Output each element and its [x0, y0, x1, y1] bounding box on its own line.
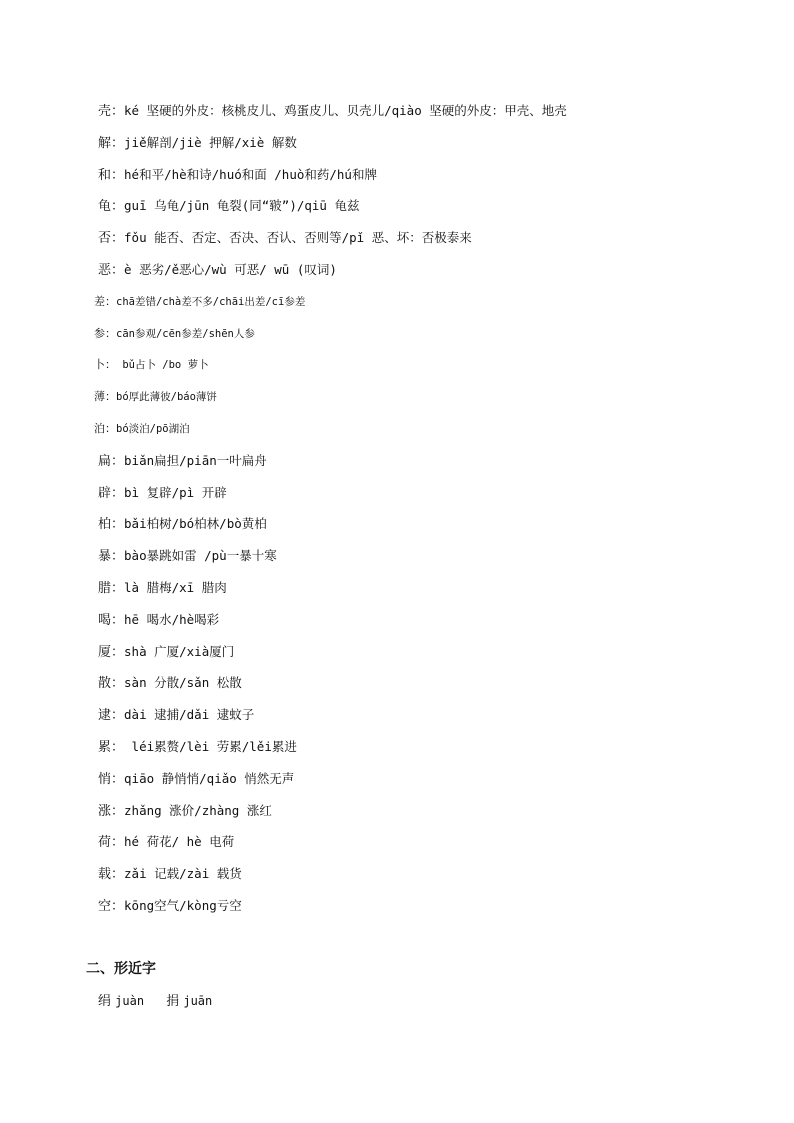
entry-readings: sàn 分散/sǎn 松散 [124, 675, 242, 691]
entry-readings: jiě解剖/jiè 押解/xiè 解数 [124, 134, 297, 150]
entry-readings: dài 逮捕/dǎi 逮蚊子 [124, 707, 255, 723]
polyphonic-entry [0, 193, 794, 225]
entry-character: 卜： [94, 358, 116, 372]
polyphonic-entry [0, 893, 794, 925]
polyphonic-entry [0, 448, 794, 480]
entry-readings: fǒu 能否、否定、否决、否认、否则等/pǐ 恶、坏：否极泰来 [124, 230, 472, 246]
entry-character: 载： [98, 867, 125, 883]
entry-readings: bó厚此薄彼/báo薄饼 [116, 391, 217, 404]
polyphonic-entry [0, 352, 794, 384]
entry-readings: bó淡泊/pō湖泊 [116, 422, 190, 435]
entry-readings: bǔ占卜 /bo 萝卜 [116, 359, 209, 372]
polyphonic-entry [0, 829, 794, 861]
polyphonic-entry [0, 766, 794, 798]
entry-readings: là 腊梅/xī 腊肉 [124, 579, 227, 595]
polyphonic-list [0, 98, 794, 925]
polyphonic-entry [0, 798, 794, 830]
entry-character: 差： [94, 294, 116, 308]
entry-character: 壳： [98, 104, 125, 119]
entry-character: 和： [98, 167, 125, 183]
polyphonic-entry [0, 670, 794, 702]
similar-char: 捐 [166, 994, 180, 1009]
entry-readings: biǎn扁担/piān一叶扁舟 [124, 452, 267, 468]
similar-char-pinyin: juān [183, 994, 213, 1008]
entry-readings: kōng空气/kòng亏空 [124, 897, 242, 913]
entry-character: 柏： [98, 517, 125, 533]
polyphonic-entry [0, 607, 794, 639]
polyphonic-entry [0, 98, 794, 130]
entry-readings: zhǎng 涨价/zhàng 涨红 [124, 802, 272, 818]
entry-readings: qiāo 静悄悄/qiǎo 悄然无声 [124, 770, 295, 786]
entry-readings: chā差错/chà差不多/chāi出差/cī参差 [116, 295, 306, 308]
polyphonic-entry [0, 257, 794, 289]
polyphonic-entry [0, 321, 794, 353]
polyphonic-entry [0, 289, 794, 321]
entry-readings: shà 广厦/xià厦门 [124, 643, 235, 659]
entry-readings: ké 坚硬的外皮：核桃皮儿、鸡蛋皮儿、贝壳儿/qiào 坚硬的外皮：甲壳、地壳 [124, 103, 567, 118]
entry-character: 腊： [98, 580, 125, 596]
entry-character: 散： [98, 676, 125, 692]
similar-chars-line [98, 990, 230, 1009]
entry-readings: hē 喝水/hè喝彩 [124, 611, 220, 627]
polyphonic-entry [0, 734, 794, 766]
polyphonic-entry [0, 416, 794, 448]
entry-character: 薄： [94, 390, 116, 404]
entry-readings: bì 复辟/pì 开辟 [124, 484, 227, 500]
similar-char-pair [166, 994, 212, 1009]
entry-character: 恶： [98, 262, 125, 278]
entry-readings: è 恶劣/ě恶心/wù 可恶/ wū (叹词) [124, 261, 337, 277]
entry-character: 厦： [98, 644, 125, 660]
entry-character: 荷： [98, 835, 125, 851]
entry-character: 空： [98, 898, 125, 914]
polyphonic-entry [0, 575, 794, 607]
polyphonic-entry [0, 861, 794, 893]
entry-character: 累： [98, 739, 125, 755]
entry-readings: cān参观/cēn参差/shēn人参 [116, 327, 255, 340]
polyphonic-entry [0, 543, 794, 575]
entry-character: 否： [98, 231, 125, 247]
section-title: 二、形近字 [86, 961, 156, 977]
similar-char: 绢 [98, 994, 112, 1009]
entry-readings: léi累赘/lèi 劳累/lěi累进 [124, 738, 297, 754]
polyphonic-entry [0, 511, 794, 543]
polyphonic-entry [0, 639, 794, 671]
polyphonic-entry [0, 130, 794, 162]
entry-character: 暴： [98, 549, 125, 565]
entry-character: 泊： [94, 421, 116, 435]
entry-character: 解： [98, 135, 125, 151]
entry-character: 悄： [98, 771, 125, 787]
polyphonic-entry [0, 384, 794, 416]
polyphonic-entry [0, 162, 794, 194]
entry-readings: hé 荷花/ hè 电荷 [124, 834, 235, 850]
entry-readings: hé和平/hè和诗/huó和面 /huò和药/hú和牌 [124, 166, 377, 182]
entry-character: 龟： [98, 199, 125, 215]
entry-readings: bào暴跳如雷 /pù一暴十寒 [124, 548, 277, 564]
polyphonic-entry [0, 225, 794, 257]
entry-character: 参： [94, 326, 116, 340]
entry-character: 涨： [98, 803, 125, 819]
polyphonic-entry [0, 480, 794, 512]
entry-readings: zǎi 记载/zài 载货 [124, 866, 242, 882]
entry-character: 扁： [98, 453, 125, 469]
similar-char-pair [98, 994, 148, 1009]
entry-character: 辟： [98, 485, 125, 501]
entry-readings: bǎi柏树/bó柏林/bò黄柏 [124, 516, 267, 532]
entry-character: 喝： [98, 612, 125, 628]
entry-readings: guī 乌龟/jūn 龟裂(同“皲”)/qiū 龟兹 [124, 198, 360, 214]
similar-char-pinyin: juàn [115, 994, 145, 1008]
entry-character: 逮： [98, 708, 125, 724]
polyphonic-entry [0, 702, 794, 734]
